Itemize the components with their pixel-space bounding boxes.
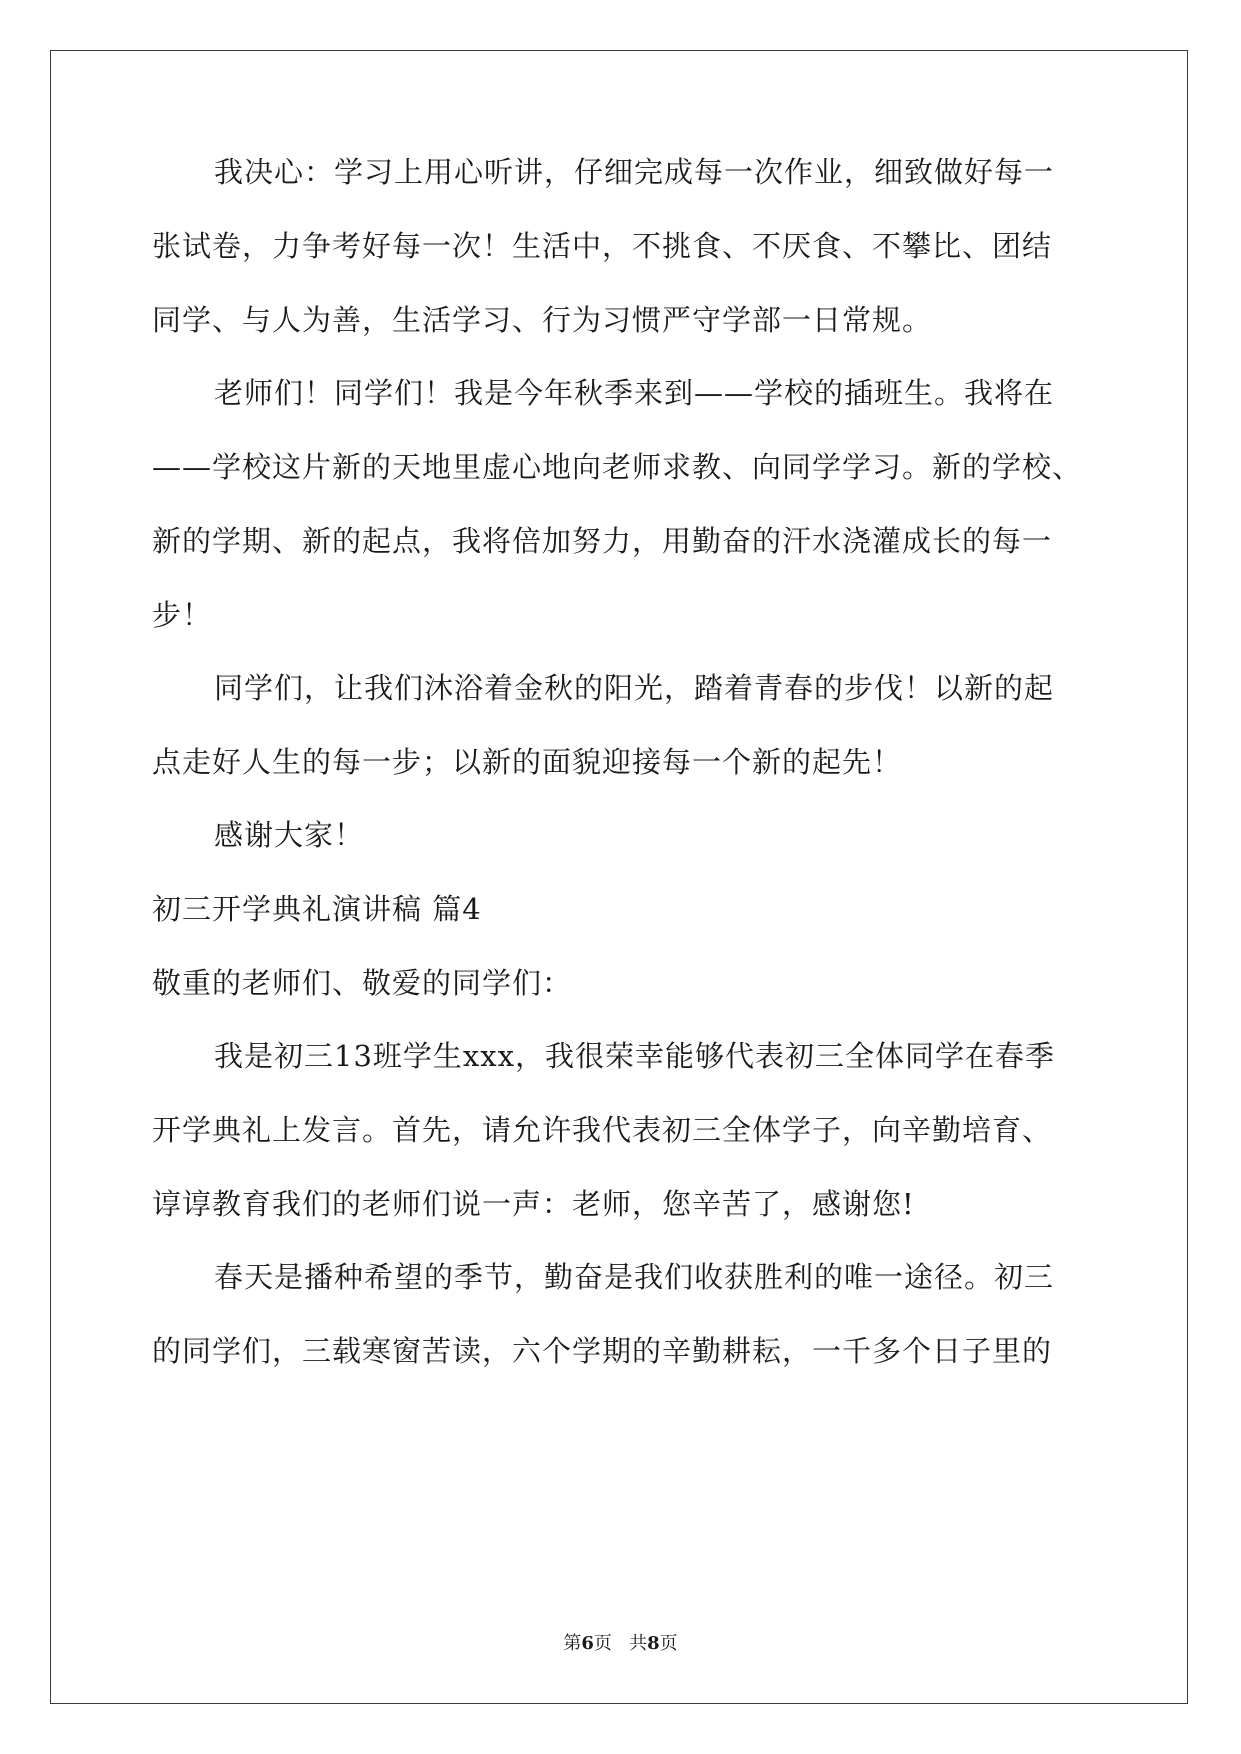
page-footer [0, 1632, 1241, 1656]
paragraph-line: 步！ [152, 598, 213, 632]
paragraph-line: 开学典礼上发言。首先，请允许我代表初三全体学子，向辛勤培育、 [152, 1113, 1053, 1147]
paragraph-line: 春天是播种希望的季节，勤奋是我们收获胜利的唯一途径。初三 [214, 1260, 1055, 1294]
footer-total-prefix: 共 [629, 1633, 648, 1654]
paragraph-line: 老师们！同学们！我是今年秋季来到——学校的插班生。我将在 [214, 376, 1055, 410]
footer-page-unit: 页 [593, 1633, 612, 1654]
section-heading: 初三开学典礼演讲稿 篇4 [152, 892, 482, 926]
paragraph-line: 谆谆教育我们的老师们说一声：老师，您辛苦了，感谢您! [152, 1187, 915, 1221]
paragraph-line: 的同学们，三载寒窗苦读，六个学期的辛勤耕耘，一千多个日子里的 [152, 1334, 1053, 1368]
total-pages-number: 8 [647, 1633, 660, 1654]
paragraph-line: 新的学期、新的起点，我将倍加努力，用勤奋的汗水浇灌成长的每一 [152, 524, 1053, 558]
page-frame [50, 50, 1188, 1704]
current-page-number: 6 [581, 1633, 594, 1654]
salutation-line: 敬重的老师们、敬爱的同学们： [152, 966, 573, 1000]
paragraph-line: 感谢大家！ [214, 818, 365, 852]
paragraph-line: 同学、与人为善，生活学习、行为习惯严守学部一日常规。 [152, 303, 933, 337]
paragraph-line: 点走好人生的每一步；以新的面貌迎接每一个新的起先！ [152, 745, 903, 779]
paragraph-line: 同学们，让我们沐浴着金秋的阳光，踏着青春的步伐！以新的起 [214, 671, 1055, 705]
paragraph-line: ——学校这片新的天地里虚心地向老师求教、向同学学习。新的学校、 [152, 450, 1083, 484]
footer-prefix: 第 [563, 1633, 582, 1654]
paragraph-line: 我决心：学习上用心听讲，仔细完成每一次作业，细致做好每一 [214, 155, 1055, 189]
footer-total-unit: 页 [659, 1633, 678, 1654]
paragraph-line: 张试卷，力争考好每一次！生活中，不挑食、不厌食、不攀比、团结 [152, 229, 1053, 263]
paragraph-line: 我是初三13班学生xxx，我很荣幸能够代表初三全体同学在春季 [214, 1039, 1055, 1073]
